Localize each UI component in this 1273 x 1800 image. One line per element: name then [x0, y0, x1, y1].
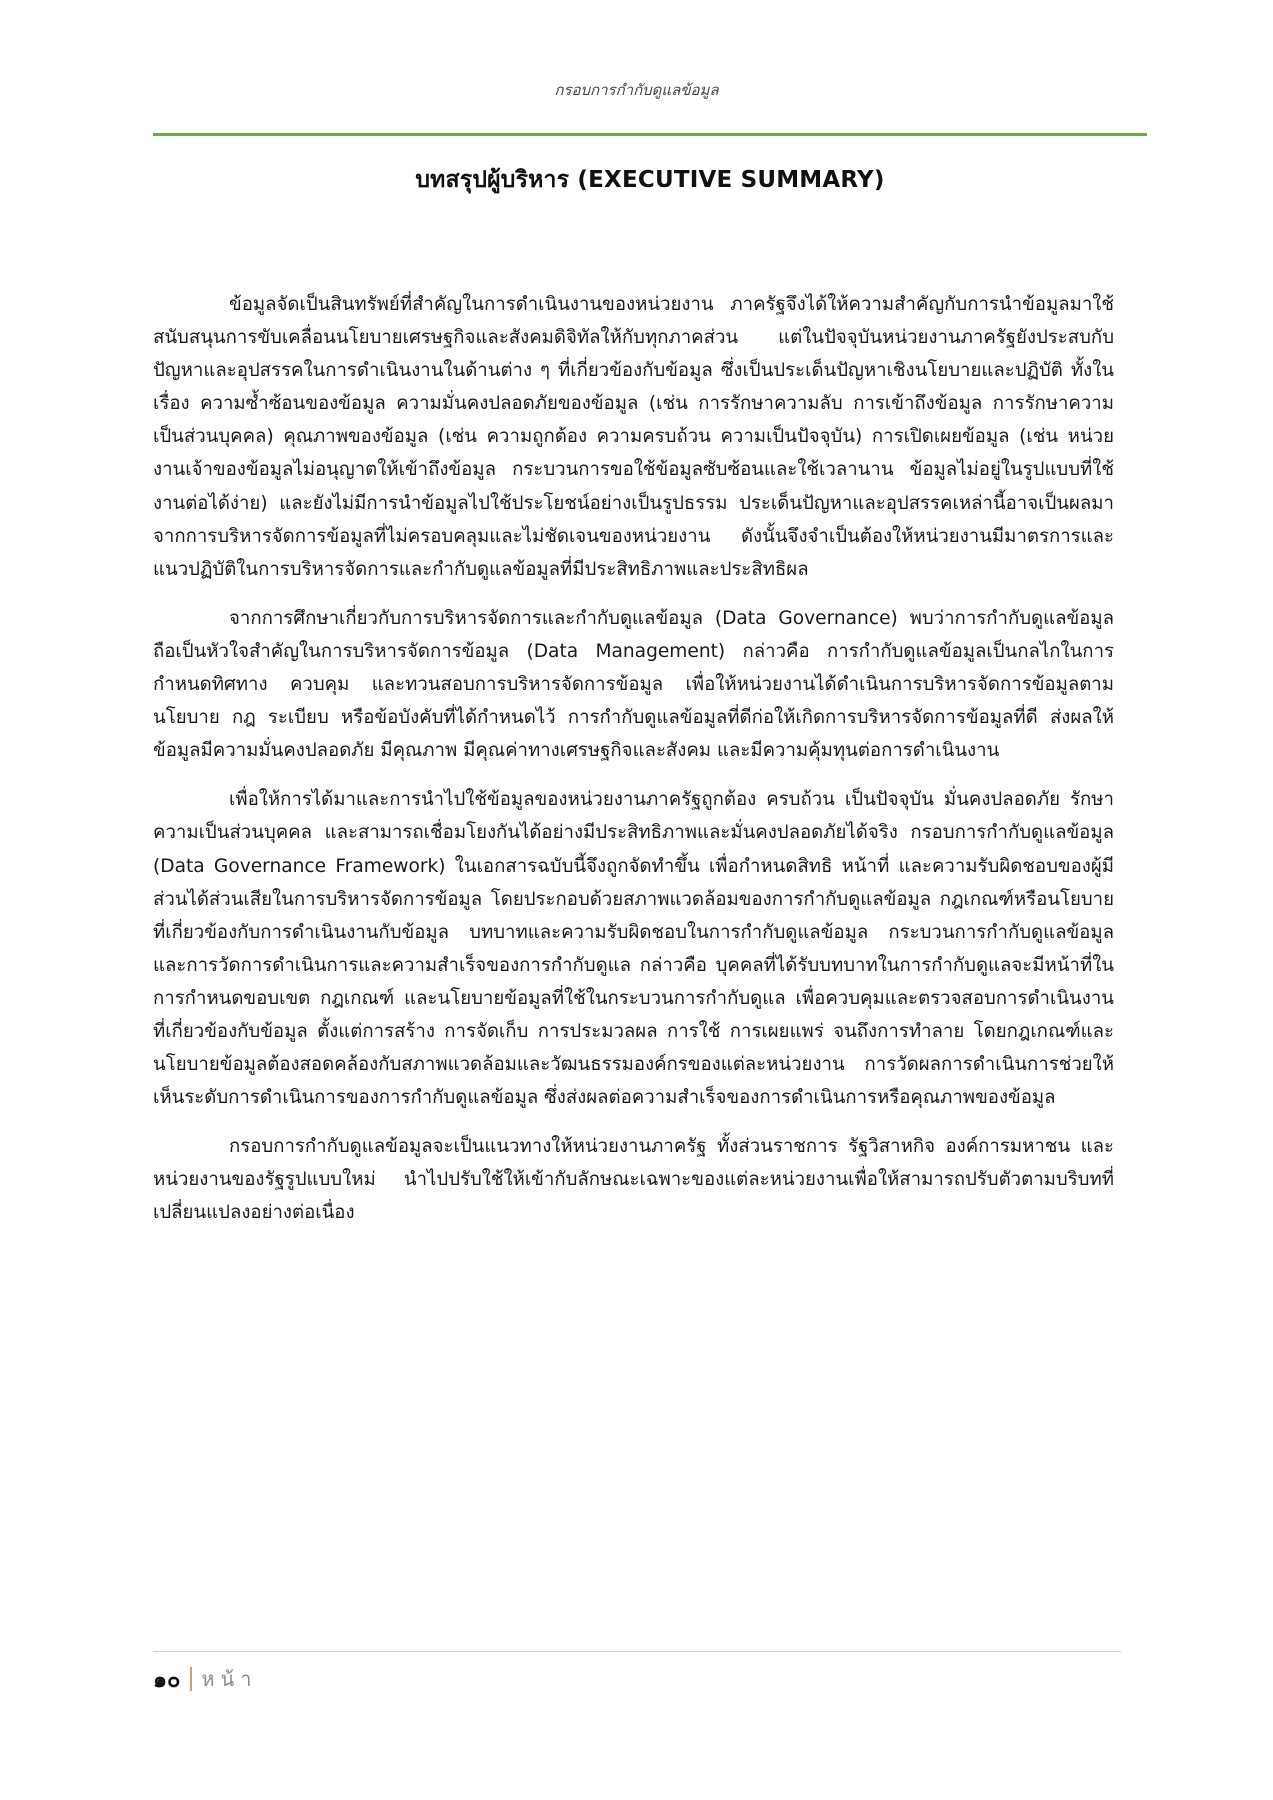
body-text: [153, 288, 1114, 1246]
section-title: บทสรุปผู้บริหาร (EXECUTIVE SUMMARY): [415, 167, 885, 193]
page-footer: [153, 1664, 258, 1694]
page-number: ๑๐: [153, 1667, 181, 1693]
paragraph-1: ข้อมูลจัดเป็นสินทรัพย์ที่สำคัญในการดำเนินงานของหน่วยงาน ภาครัฐจึงได้ให้ความสำคัญกับการนำข้อมูลมาใช้สนับสนุนการขับเคลื่อนนโยบายเศรษฐกิจและสังคมดิจิทัลให้กับทุกภาคส่วน แต่ในปัจจุบันหน่วยงานภาครัฐยังประสบกับปัญหาและอุปสรรคในการดำเนินงานในด้านต่าง ๆ ที่เกี่ยวข้องกับข้อมูล ซึ่งเป็นประเด็นปัญหาเชิงนโยบายและปฏิบัติ ทั้งในเรื่อง ความซ้ำซ้อนของข้อมูล ความมั่นคงปลอดภัยของข้อมูล (เช่น การรักษาความลับ การเข้าถึงข้อมูล การรักษาความเป็นส่วนบุคคล) คุณภาพของข้อมูล (เช่น ความถูกต้อง ความครบถ้วน ความเป็นปัจจุบัน) การเปิดเผยข้อมูล (เช่น หน่วยงานเจ้าของข้อมูลไม่อนุญาตให้เข้าถึงข้อมูล กระบวนการขอใช้ข้อมูลซับซ้อนและใช้เวลานาน ข้อมูลไม่อยู่ในรูปแบบที่ใช้งานต่อได้ง่าย) และยังไม่มีการนำข้อมูลไปใช้ประโยชน์อย่างเป็นรูปธรรม ประเด็นปัญหาและอุปสรรคเหล่านี้อาจเป็นผลมาจากการบริหารจัดการข้อมูลที่ไม่ครอบคลุมและไม่ชัดเจนของหน่วยงาน ดังนั้นจึงจำเป็นต้องให้หน่วยงานมีมาตรการและแนวปฏิบัติในการบริหารจัดการและกำกับดูแลข้อมูลที่มีประสิทธิภาพและประสิทธิผล: [153, 294, 1114, 580]
paragraph-3: เพื่อให้การได้มาและการนำไปใช้ข้อมูลของหน่วยงานภาครัฐถูกต้อง ครบถ้วน เป็นปัจจุบัน มั่นคงปลอดภัย รักษาความเป็นส่วนบุคคล และสามารถเชื่อมโยงกันได้อย่างมีประสิทธิภาพและมั่นคงปลอดภัยได้จริง กรอบการกำกับดูแลข้อมูล (Data Governance Framework) ในเอกสารฉบับนี้จึงถูกจัดทำขึ้น เพื่อกำหนดสิทธิ หน้าที่ และความรับผิดชอบของผู้มีส่วนได้ส่วนเสียในการบริหารจัดการข้อมูล โดยประกอบด้วยสภาพแวดล้อมของการกำกับดูแลข้อมูล กฎเกณฑ์หรือนโยบายที่เกี่ยวข้องกับการดำเนินงานกับข้อมูล บทบาทและความรับผิดชอบในการกำกับดูแลข้อมูล กระบวนการกำกับดูแลข้อมูล และการวัดการดำเนินการและความสำเร็จของการกำกับดูแล กล่าวคือ บุคคลที่ได้รับบทบาทในการกำกับดูแลจะมีหน้าที่ในการกำหนดขอบเขต กฎเกณฑ์ และนโยบายข้อมูลที่ใช้ในกระบวนการกำกับดูแล เพื่อควบคุมและตรวจสอบการดำเนินงานที่เกี่ยวข้องกับข้อมูล ตั้งแต่การสร้าง การจัดเก็บ การประมวลผล การใช้ การเผยแพร่ จนถึงการทำลาย โดยกฎเกณฑ์และนโยบายข้อมูลต้องสอดคล้องกับสภาพแวดล้อมและวัฒนธรรมองค์กรของแต่ละหน่วยงาน การวัดผลการดำเนินการช่วยให้เห็นระดับการดำเนินการของการกำกับดูแลข้อมูล ซึ่งส่งผลต่อความสำเร็จของการดำเนินการหรือคุณภาพของข้อมูล: [153, 789, 1114, 1109]
header-divider: [153, 133, 1147, 136]
page-label: หน้า: [201, 1667, 258, 1691]
footer-divider: [153, 1651, 1121, 1652]
running-header: กรอบการกำกับดูแลข้อมูล: [554, 81, 719, 99]
footer-separator: [190, 1667, 192, 1691]
paragraph-4: กรอบการกำกับดูแลข้อมูลจะเป็นแนวทางให้หน่วยงานภาครัฐ ทั้งส่วนราชการ รัฐวิสาหกิจ องค์การมหาชน และหน่วยงานของรัฐรูปแบบใหม่ นำไปปรับใช้ให้เข้ากับลักษณะเฉพาะของแต่ละหน่วยงานเพื่อให้สามารถปรับตัวตามบริบทที่เปลี่ยนแปลงอย่างต่อเนื่อง: [153, 1136, 1114, 1224]
paragraph-2: จากการศึกษาเกี่ยวกับการบริหารจัดการและกำกับดูแลข้อมูล (Data Governance) พบว่าการกำกับดูแลข้อมูลถือเป็นหัวใจสำคัญในการบริหารจัดการข้อมูล (Data Management) กล่าวคือ การกำกับดูแลข้อมูลเป็นกลไกในการกำหนดทิศทาง ควบคุม และทวนสอบการบริหารจัดการข้อมูล เพื่อให้หน่วยงานได้ดำเนินการบริหารจัดการข้อมูลตามนโยบาย กฎ ระเบียบ หรือข้อบังคับที่ได้กำหนดไว้ การกำกับดูแลข้อมูลที่ดีก่อให้เกิดการบริหารจัดการข้อมูลที่ดี ส่งผลให้ข้อมูลมีความมั่นคงปลอดภัย มีคุณภาพ มีคุณค่าทางเศรษฐกิจและสังคม และมีความคุ้มทุนต่อการดำเนินงาน: [153, 607, 1114, 762]
